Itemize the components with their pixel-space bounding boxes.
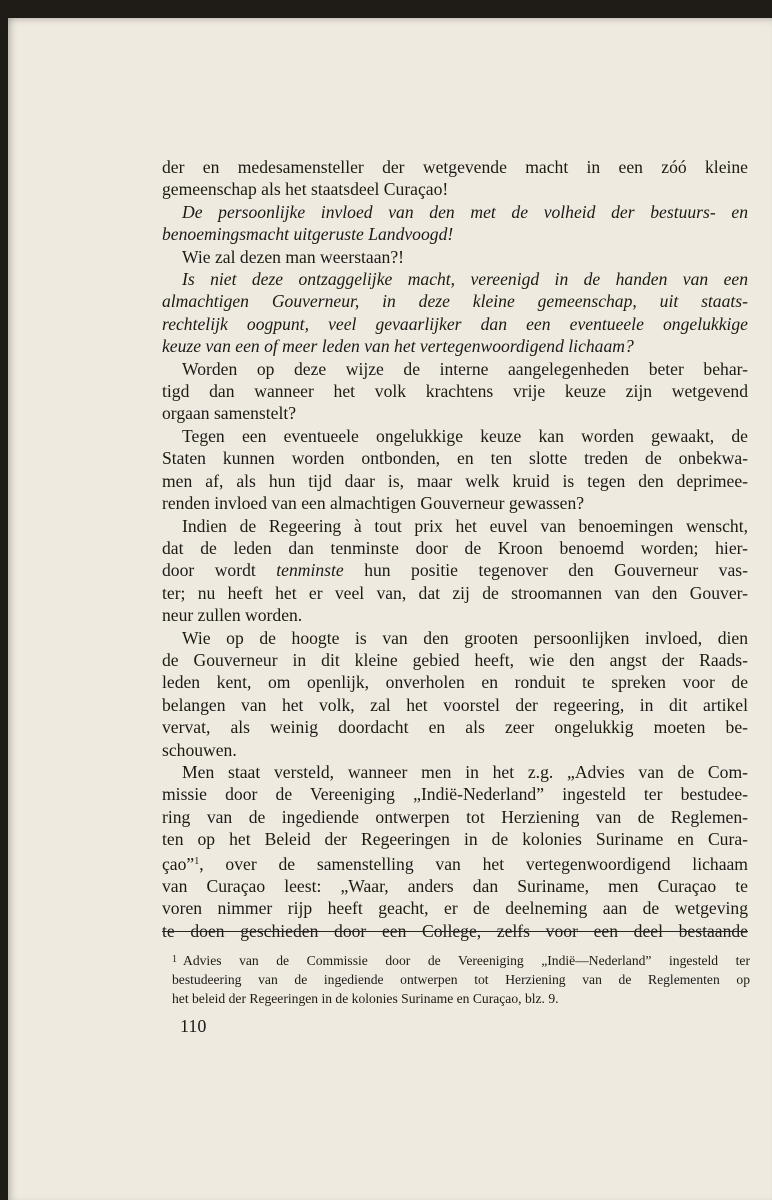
text-line: renden invloed van een almachtigen Gouverneur gewassen? <box>162 493 585 514</box>
text-line: dat de leden dan tenminste door de Kroon benoemd worden; hier- <box>162 537 748 558</box>
text-line: missie door de Vereeniging „Indië-Nederland” ingesteld ter bestudee- <box>162 784 748 805</box>
text-line: de Gouverneur in dit kleine gebied heeft, wie den angst der Raads- <box>162 649 748 670</box>
paragraph-italic <box>162 268 748 358</box>
text-line: benoemingsmacht uitgeruste Landvoogd! <box>162 224 454 245</box>
text-line: Staten kunnen worden ontbonden, en ten slotte treden de onbekwa- <box>162 448 748 469</box>
paragraph <box>162 761 748 942</box>
paragraph <box>162 358 748 425</box>
text-line: leden kent, om openlijk, onverholen en ronduit te spreken voor de <box>162 672 748 693</box>
text-line: van Curaçao leest: „Waar, anders dan Suriname, men Curaçao te <box>162 876 748 896</box>
italic-word: tenminste <box>276 560 344 581</box>
text-line: Tegen een eventueele ongelukkige keuze kan worden gewaakt, de <box>182 425 748 446</box>
footnote-marker: 1 <box>172 954 177 965</box>
text-line: almachtigen Gouverneur, in deze kleine gemeenschap, uit staats- <box>162 291 748 312</box>
text-run: çao” <box>162 853 195 874</box>
text-line: ten op het Beleid der Regeeringen in de kolonies Suriname en Cura- <box>162 829 748 850</box>
text-line: Is niet deze ontzaggelijke macht, vereenigd in de handen van een <box>182 269 748 290</box>
footnote-line: bestudeering van de ingediende ontwerpen tot Herziening van de Reglementen op <box>172 972 750 987</box>
text-line: Men staat versteld, wanneer men in het z.g. „Advies van de Com- <box>182 761 748 782</box>
text-line: der en medesamensteller der wetgevende macht in een zóó kleine <box>162 157 748 177</box>
text-line: ter; nu heeft het er veel van, dat zij de stroomannen van den Gouver- <box>162 582 748 603</box>
text-line: belangen van het volk, zal het voorstel der regeering, in dit artikel <box>162 694 748 715</box>
text-line: neur zullen worden. <box>162 605 303 626</box>
paragraph <box>162 627 748 761</box>
paragraph-italic <box>162 201 748 246</box>
text-run: door wordt <box>162 560 256 581</box>
text-line: Wie zal dezen man weerstaan?! <box>182 246 405 267</box>
book-page <box>8 18 772 1200</box>
footnote-reference: 1 <box>194 855 200 867</box>
footnote-line <box>172 950 750 970</box>
page-number: 110 <box>180 1016 207 1036</box>
paragraph <box>162 246 748 268</box>
footnote-line: het beleid der Regeeringen in de kolonies Suriname en Curaçao, blz. 9. <box>172 991 559 1006</box>
text-line: te doen geschieden door een College, zelfs voor een deel bestaande <box>162 920 748 941</box>
footnote <box>172 950 750 1008</box>
text-run: , over de samenstelling van het vertegenwoordigend lichaam <box>199 853 748 874</box>
text-line: rechtelijk oogpunt, veel gevaarlijker dan een eventueele ongelukkige <box>162 313 748 334</box>
body-text <box>162 156 748 942</box>
text-line <box>162 851 748 875</box>
text-line: voren nimmer rijp heeft geacht, er de deelneming aan de wetgeving <box>162 898 748 919</box>
footnote-divider <box>162 931 748 932</box>
text-line: Worden op deze wijze de interne aangelegenheden beter behar- <box>182 358 748 379</box>
text-line: Indien de Regeering à tout prix het euvel van benoemingen wenscht, <box>182 515 748 536</box>
text-line: tigd dan wanneer het volk krachtens vrije keuze zijn wetgevend <box>162 381 748 402</box>
text-line <box>162 559 748 581</box>
text-line: De persoonlijke invloed van den met de volheid der bestuurs- en <box>182 201 748 222</box>
text-line: gemeenschap als het staatsdeel Curaçao! <box>162 179 449 200</box>
text-line: men af, als hun tijd daar is, maar welk kruid is tegen den deprimee- <box>162 470 748 491</box>
text-line: Wie op de hoogte is van den grooten persoonlijken invloed, dien <box>182 627 748 648</box>
text-line: schouwen. <box>162 739 237 760</box>
text-line: vervat, als weinig doordacht en als zeer ongelukkig moeten be- <box>162 717 748 738</box>
paragraph <box>162 425 748 515</box>
text-line: orgaan samenstelt? <box>162 403 297 424</box>
text-line: keuze van een of meer leden van het vertegenwoordigend lichaam? <box>162 336 634 357</box>
paragraph <box>162 515 748 627</box>
footnote-text: Advies van de Commissie door de Vereeniging „Indië—Nederland” ingesteld ter <box>183 953 750 968</box>
text-run: hun positie tegenover den Gouverneur vas- <box>364 560 748 581</box>
paragraph <box>162 156 748 201</box>
text-line: ring van de ingediende ontwerpen tot Herziening van de Reglemen- <box>162 806 748 827</box>
